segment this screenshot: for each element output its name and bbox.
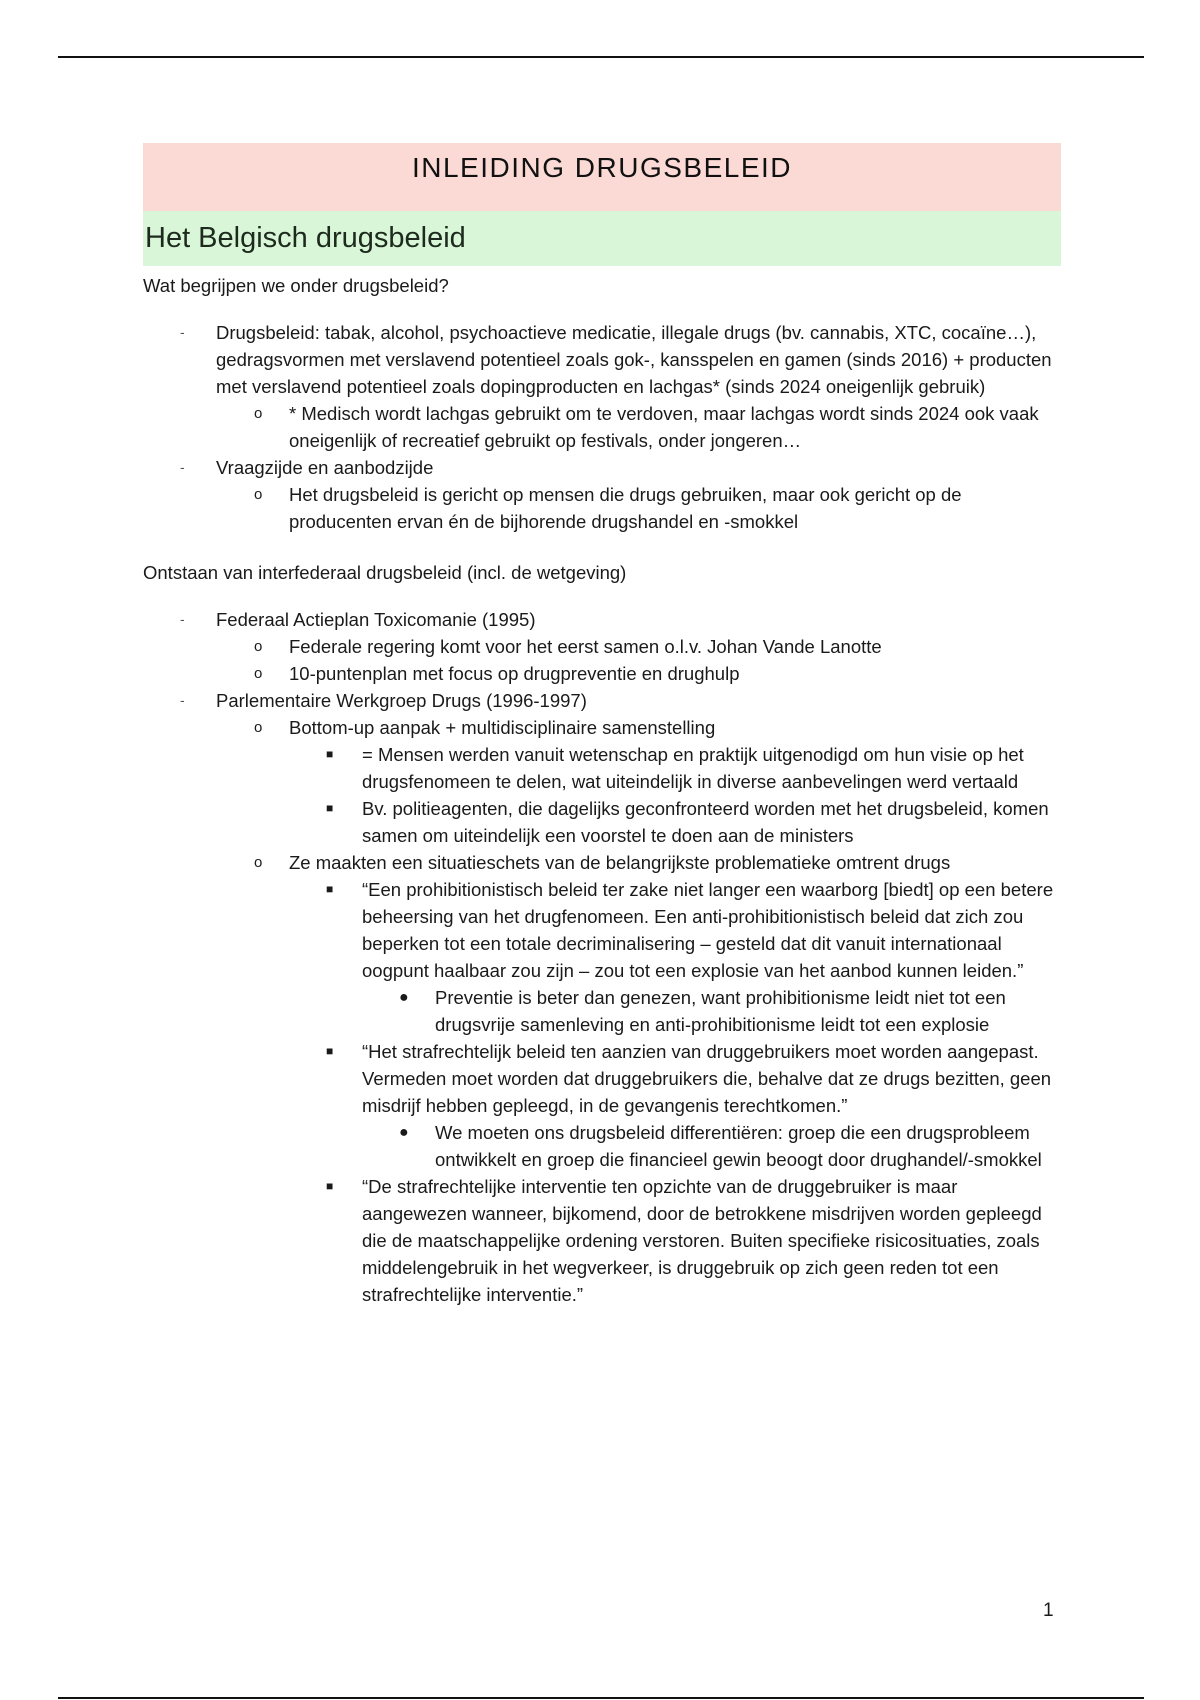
list-item: [143, 606, 1061, 633]
list-item: [143, 454, 1061, 481]
dash-marker: -: [180, 324, 185, 340]
list-item-text: Federaal Actieplan Toxicomanie (1995): [216, 609, 536, 630]
list-item: [143, 849, 1061, 876]
list-item-text: Ze maakten een situatieschets van de belangrijkste problematieke omtrent drugs: [289, 852, 951, 873]
square-marker: ■: [326, 747, 334, 761]
list-item-text: Het drugsbeleid is gericht op mensen die drugs gebruiken, maar ook gericht op de producenten ervan én de bijhorende drugshandel en -smokkel: [289, 484, 962, 532]
list-item-text: “Een prohibitionistisch beleid ter zake niet langer een waarborg [biedt] op een betere beheersing van het drugfenomeen. Een anti-prohibitionistisch beleid dat zich zou beperken tot een totale decriminalisering – gesteld dat dit vanuit internationaal oogpunt haalbaar zou zijn – zou tot een explosie van het aanbod kunnen leiden.”: [362, 879, 1054, 981]
question-heading: Wat begrijpen we onder drugsbeleid?: [143, 275, 449, 296]
list-item: [143, 984, 1061, 1038]
list-item: [143, 400, 1061, 454]
dash-marker: -: [180, 459, 185, 475]
list-item: [143, 741, 1061, 795]
document-page: [143, 143, 1061, 1308]
title-banner: [143, 143, 1061, 211]
list-item: [143, 319, 1061, 400]
list-item: [143, 1038, 1061, 1119]
circle-marker: o: [254, 638, 263, 655]
square-marker: ■: [326, 1044, 334, 1058]
bullet-marker: ●: [399, 1124, 409, 1141]
list-item: [143, 687, 1061, 714]
list-item-text: Federale regering komt voor het eerst samen o.l.v. Johan Vande Lanotte: [289, 636, 882, 657]
section-heading: Het Belgisch drugsbeleid: [145, 222, 466, 254]
list-item-text: = Mensen werden vanuit wetenschap en praktijk uitgenodigd om hun visie op het drugsfenomeen te delen, wat uiteindelijk in diverse aanbevelingen werd vertaald: [362, 744, 1024, 792]
circle-marker: o: [254, 486, 263, 503]
dash-marker: -: [180, 692, 185, 708]
circle-marker: o: [254, 405, 263, 422]
circle-marker: o: [254, 719, 263, 736]
list-item-text: 10-puntenplan met focus op drugpreventie en drughulp: [289, 663, 740, 684]
circle-marker: o: [254, 665, 263, 682]
list-item: [143, 714, 1061, 741]
bottom-rule: [58, 1697, 1144, 1699]
list-item-text: Drugsbeleid: tabak, alcohol, psychoactieve medicatie, illegale drugs (bv. cannabis, XTC, cocaïne…), gedragsvormen met verslavend potentieel zoals gok-, kansspelen en gamen (sinds 2016) + producten met verslavend potentieel zoals dopingproducten en lachgas* (sinds 2024 oneigenlijk gebruik): [216, 322, 1052, 397]
page-number: 1: [1043, 1600, 1054, 1621]
list-item: [143, 795, 1061, 849]
dash-marker: -: [180, 611, 185, 627]
list-item-text: Vraagzijde en aanbodzijde: [216, 457, 434, 478]
list-item-text: * Medisch wordt lachgas gebruikt om te verdoven, maar lachgas wordt sinds 2024 ook vaak oneigenlijk of recreatief gebruikt op festivals, onder jongeren…: [289, 403, 1039, 451]
document-title: INLEIDING DRUGSBELEID: [411, 152, 793, 183]
list-item-text: Parlementaire Werkgroep Drugs (1996-1997): [216, 690, 587, 711]
question-heading: Ontstaan van interfederaal drugsbeleid (incl. de wetgeving): [143, 562, 627, 583]
list-item-text: “De strafrechtelijke interventie ten opzichte van de druggebruiker is maar aangewezen wanneer, bijkomend, door de betrokkene misdrijven worden gepleegd die de maatschappelijke ordening verstoren. Buiten specifieke risicosituaties, zoals middelengebruik in het wegverkeer, is druggebruik op zich geen reden tot een strafrechtelijke interventie.”: [362, 1176, 1042, 1305]
square-marker: ■: [326, 1179, 334, 1193]
list-item-text: Bv. politieagenten, die dagelijks geconfronteerd worden met het drugsbeleid, komen samen om uiteindelijk een voorstel te doen aan de ministers: [362, 798, 1049, 846]
circle-marker: o: [254, 854, 263, 871]
list-item: [143, 1119, 1061, 1173]
definition-list: [143, 319, 1061, 535]
square-marker: ■: [326, 801, 334, 815]
list-item-text: Preventie is beter dan genezen, want prohibitionisme leidt niet tot een drugsvrije samenleving en anti-prohibitionisme leidt tot een explosie: [435, 987, 1006, 1035]
list-item: [143, 876, 1061, 984]
list-item: [143, 481, 1061, 535]
list-item: [143, 1173, 1061, 1308]
list-item: [143, 633, 1061, 660]
list-item: [143, 660, 1061, 687]
bullet-marker: ●: [399, 989, 409, 1006]
section-banner: [143, 211, 1061, 266]
history-list: [143, 606, 1061, 1308]
square-marker: ■: [326, 882, 334, 896]
top-rule: [58, 56, 1144, 58]
list-item-text: “Het strafrechtelijk beleid ten aanzien van druggebruikers moet worden aangepast. Vermeden moet worden dat druggebruikers die, behalve dat ze drugs bezitten, geen misdrijf hebben gepleegd, in de gevangenis terechtkomen.”: [362, 1041, 1052, 1116]
list-item-text: We moeten ons drugsbeleid differentiëren: groep die een drugsprobleem ontwikkelt en groep die financieel gewin beoogt door drughandel/-smokkel: [435, 1122, 1042, 1170]
list-item-text: Bottom-up aanpak + multidisciplinaire samenstelling: [289, 717, 716, 738]
